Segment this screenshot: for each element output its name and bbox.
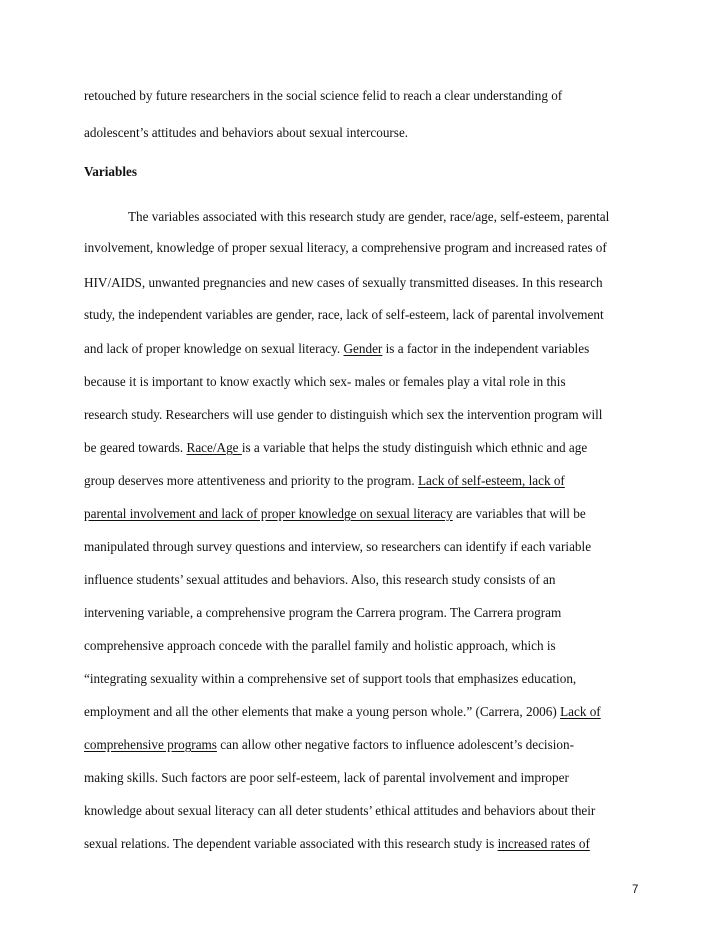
text-run: is a factor in the independent variables [382,341,590,356]
text-run: can allow other negative factors to influence adolescent’s decision- [216,737,574,752]
paragraph-line-10 [84,506,586,522]
underlined-term-self-esteem: Lack of self-esteem, lack of [418,473,565,488]
underlined-term-comprehensive-programs: comprehensive programs [84,737,217,752]
text-run: are variables that will be [452,506,586,521]
intro-line-1: retouched by future researchers in the social science felid to reach a clear understanding of [84,88,563,103]
underlined-term-gender: Gender [343,341,383,356]
text-run: employment and all the other elements that make a young person whole.” (Carrera, 2006) [84,704,561,719]
paragraph-line-16 [84,704,601,720]
paragraph-line-17 [84,737,574,753]
paragraph-line-5 [84,341,589,357]
text-run: be geared towards. [84,440,187,455]
underlined-term-race-age: Race/Age [186,440,242,455]
section-heading-variables: Variables [84,164,137,179]
text-run: is a variable that helps the study distinguish which ethnic and age [241,440,588,455]
paragraph-line-7: research study. Researchers will use gender to distinguish which sex the intervention program will [84,407,603,422]
paragraph-line-11: manipulated through survey questions and interview, so researchers can identify if each variable [84,539,592,554]
text-run: and lack of proper knowledge on sexual literacy. [84,341,344,356]
underlined-term-increased-rates: increased rates of [497,836,590,851]
paragraph-line-4: study, the independent variables are gender, race, lack of self-esteem, lack of parental involvement [84,307,604,322]
paragraph-line-15: “integrating sexuality within a comprehensive set of support tools that emphasizes education, [84,671,577,686]
paragraph-line-2: involvement, knowledge of proper sexual literacy, a comprehensive program and increased rates of [84,240,607,255]
paragraph-line-6: because it is important to know exactly which sex- males or females play a vital role in this [84,374,566,389]
text-run: group deserves more attentiveness and priority to the program. [84,473,418,488]
paragraph-line-19: knowledge about sexual literacy can all deter students’ ethical attitudes and behaviors about their [84,803,596,818]
underlined-term-parental-involvement: parental involvement and lack of proper knowledge on sexual literacy [84,506,453,521]
paragraph-line-14: comprehensive approach concede with the parallel family and holistic approach, which is [84,638,556,653]
text-run: sexual relations. The dependent variable associated with this research study is [84,836,498,851]
paragraph-line-9 [84,473,565,489]
paragraph-line-20 [84,836,590,852]
paragraph-line-12: influence students’ sexual attitudes and behaviors. Also, this research study consists of an [84,572,556,587]
page-number: 7 [632,884,639,896]
intro-line-2: adolescent’s attitudes and behaviors about sexual intercourse. [84,125,409,140]
paragraph-line-18: making skills. Such factors are poor self-esteem, lack of parental involvement and improper [84,770,569,785]
paragraph-line-8 [84,440,587,456]
paragraph-line-1: The variables associated with this research study are gender, race/age, self-esteem, parental [128,209,610,224]
underlined-term-lack-of: Lack of [560,704,601,719]
paragraph-line-3: HIV/AIDS, unwanted pregnancies and new cases of sexually transmitted diseases. In this research [84,275,603,290]
paragraph-line-13: intervening variable, a comprehensive program the Carrera program. The Carrera program [84,605,562,620]
